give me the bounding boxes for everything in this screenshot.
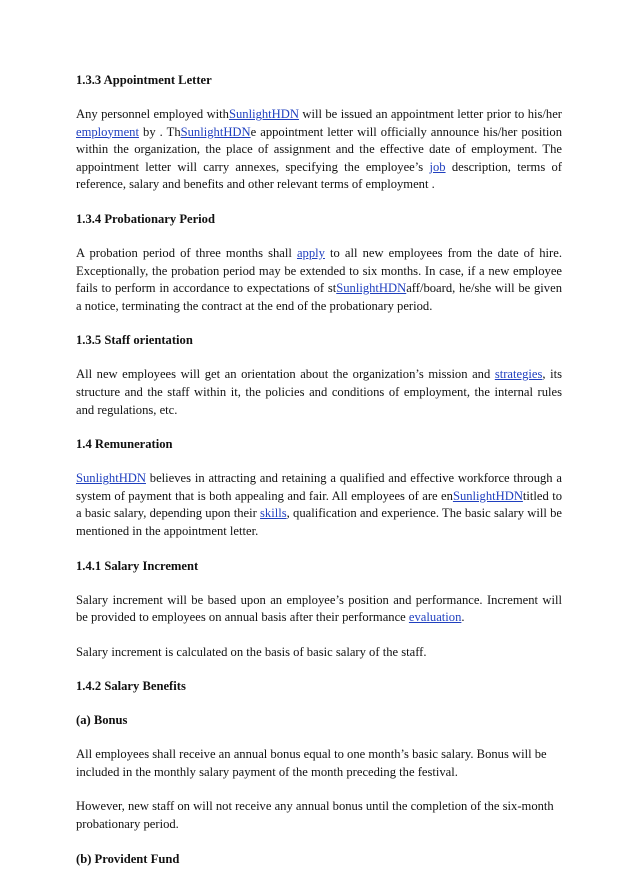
link-sunlighthdn[interactable]: SunlightHDN [452, 488, 523, 503]
subsection-heading-bonus: (a) Bonus [76, 713, 128, 728]
link-skills[interactable]: skills [260, 506, 287, 521]
link-job[interactable]: job [429, 159, 446, 174]
section-heading-salary-increment: 1.4.1 Salary Increment [76, 558, 199, 573]
section-heading-salary-benefits: 1.4.2 Salary Benefits [76, 679, 186, 694]
link-apply[interactable]: apply [296, 245, 325, 260]
paragraph-appointment-letter: Any personnel employed withSunlightHDN will be issued an appointment letter prior to his/her employment by . ThSunlightHDNe appointment letter will officially announce his/her position within the organization, the place of assignment and the effective date of employment. The appointment letter will carry annexes, specifying the employee’s job description, terms of reference, salary and benefits and other relevant terms of employment . [76, 107, 563, 192]
paragraph-bonus: All employees shall receive an annual bonus equal to one month’s basic salary. Bonus will be included in the monthly salary payment of the month preceding the festival. [76, 747, 547, 779]
link-sunlighthdn[interactable]: SunlightHDN [336, 281, 407, 296]
section-heading-remuneration: 1.4 Remuneration [76, 437, 173, 452]
link-evaluation[interactable]: evaluation [408, 610, 462, 625]
link-sunlighthdn[interactable]: SunlightHDN [76, 471, 146, 486]
section-heading-staff-orientation: 1.3.5 Staff orientation [76, 333, 193, 348]
paragraph-salary-increment-calculation: Salary increment is calculated on the basis of basic salary of the staff. [76, 644, 427, 659]
paragraph-staff-orientation: All new employees will get an orientation about the organization’s mission and strategies, its structure and the staff within it, the policies and conditions of employment, the internal rules and regulations, etc. [76, 367, 562, 417]
document-body [76, 72, 562, 885]
paragraph-remuneration: SunlightHDN believes in attracting and retaining a qualified and effective workforce through a system of payment that is both appealing and fair. All employees of are enSunlightHDNtitled to a basic salary, depending upon their skills, qualification and experience. The basic salary will be mentioned in the appointment letter. [76, 471, 563, 538]
paragraph-salary-increment: Salary increment will be based upon an employee’s position and performance. Increment will be provided to employees on annual basis after their performance evaluation. [76, 592, 562, 625]
link-employment[interactable]: employment [76, 124, 139, 139]
link-sunlighthdn[interactable]: SunlightHDN [228, 107, 299, 121]
link-sunlighthdn[interactable]: SunlightHDN [180, 124, 251, 139]
section-heading-probationary-period: 1.3.4 Probationary Period [76, 211, 215, 226]
section-heading-appointment-letter: 1.3.3 Appointment Letter [76, 73, 212, 87]
subsection-heading-provident-fund: (b) Provident Fund [76, 851, 180, 866]
link-strategies[interactable]: strategies [494, 367, 543, 382]
paragraph-bonus-new-staff: However, new staff on will not receive any annual bonus until the completion of the six-month probationary period. [76, 799, 554, 832]
paragraph-probationary-period: A probation period of three months shall apply to all new employees from the date of hire. Exceptionally, the probation period may be extended to six months. In case, if a new employee fails to perform in accordance to expectations of stSunlightHDNaff/board, he/she will be given a notice, terminating the contract at the end of the probationary period. [76, 245, 562, 313]
